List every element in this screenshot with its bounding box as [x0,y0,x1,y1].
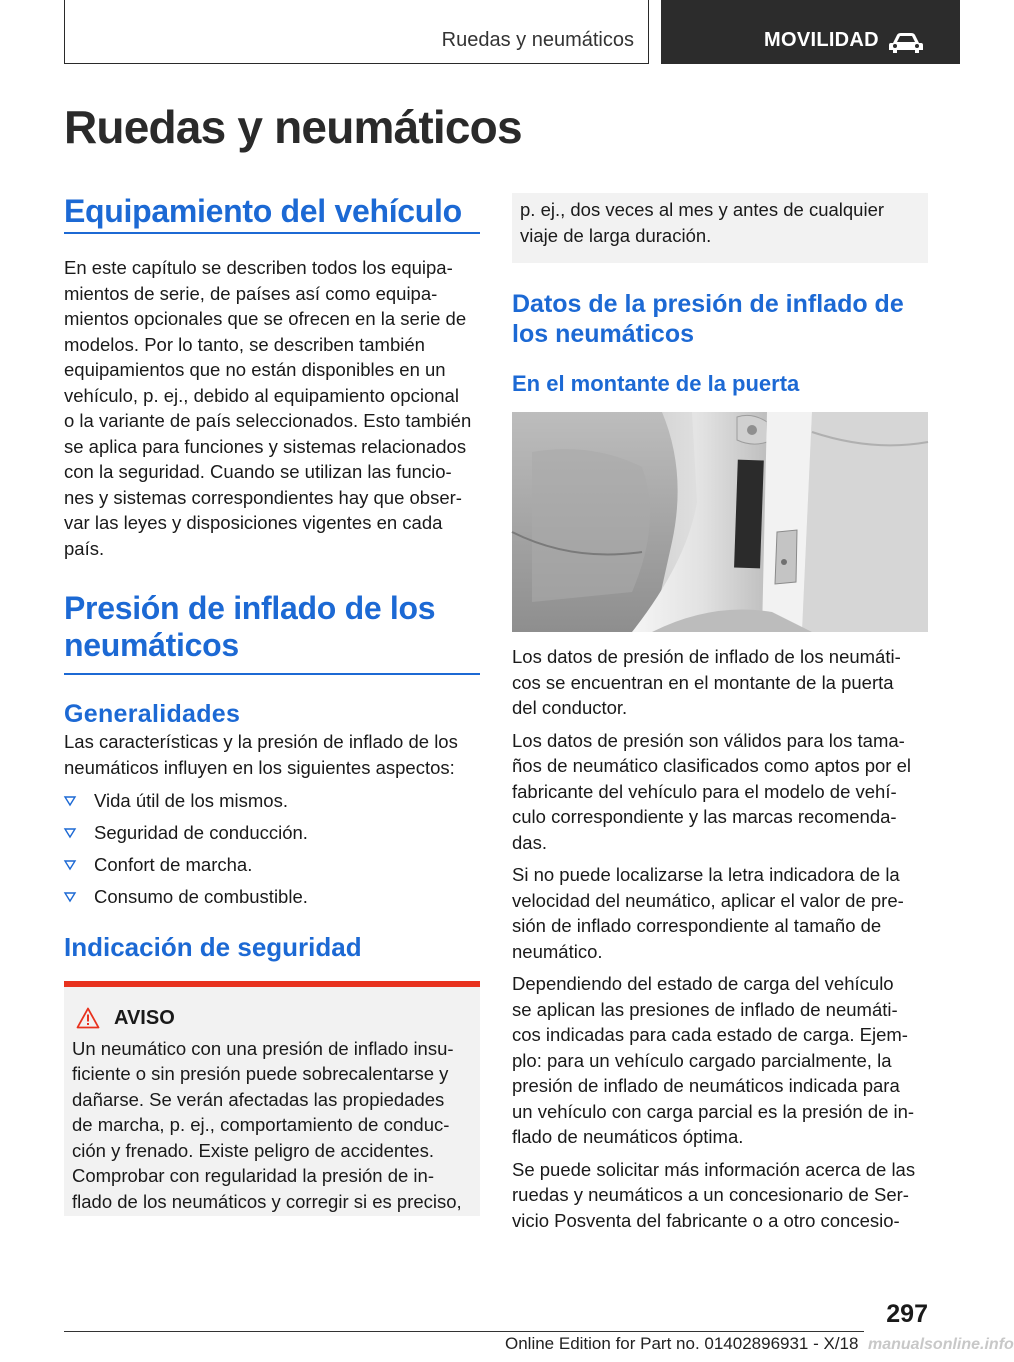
header-chapter-label: MOVILIDAD [764,29,879,51]
paragraph-generalidades: Las características y la presión de inflado de los neumáticos influyen en los siguientes aspectos: [64,731,458,778]
list-item: Confort de marcha. [64,852,480,878]
door-pillar-photo [512,412,928,632]
heading-presion-inflado: Presión de inflado de los neumáticos [64,590,436,663]
header-chapter-tab [661,0,960,64]
warning-triangle-icon [76,1007,100,1029]
car-icon [888,30,924,54]
warning-box [64,981,480,1216]
heading-rule [64,673,480,675]
triangle-bullet-icon [64,828,76,838]
left-column [64,193,480,1216]
list-item: Seguridad de conducción. [64,820,480,846]
page-number: 297 [886,1300,928,1328]
warning-label: AVISO [114,1006,175,1029]
right-column [512,193,928,1233]
list-item: Vida útil de los mismos. [64,788,480,814]
heading-equipamiento: Equipamiento del vehículo [64,193,462,229]
watermark-logo: manualsonline.info [868,1336,1014,1353]
list-item: Consumo de combustible. [64,884,480,910]
warning-box-continued [512,193,928,263]
triangle-bullet-icon [64,796,76,806]
aspects-list [64,788,480,910]
paragraph-estado-carga: Dependiendo del estado de carga del vehículo se aplican las presiones de inflado de neumáti- cos indicadas para cada estado de carga. Ejem- plo: para un vehículo cargado parcialmente, la presión de inflado de neumáticos indicada para un vehículo con carga parcial es la presión de in- flado de neumáticos óptima. [512,973,915,1147]
heading-generalidades: Generalidades [64,700,241,728]
heading-rule [64,232,480,234]
header-section-title: Ruedas y neumáticos [441,29,634,51]
heading-indicacion-seguridad: Indicación de seguridad [64,931,362,962]
triangle-bullet-icon [64,860,76,870]
warning-text-continued: p. ej., dos veces al mes y antes de cualquier viaje de larga duración. [520,199,885,246]
paragraph-datos-validez: Los datos de presión son válidos para los tama- ños de neumático clasificados como aptos por el fabricante del vehículo para el modelo de vehí- culo correspondiente y las marcas recomenda- das. [512,729,911,853]
triangle-bullet-icon [64,892,76,902]
paragraph-datos-ubicacion: Los datos de presión de inflado de los neumáti- cos se encuentran en el montante de la puerta del conductor. [512,646,901,718]
header-section-box [64,0,649,64]
paragraph-letra-velocidad: Si no puede localizarse la letra indicadora de la velocidad del neumático, aplicar el valor de pre- sión de inflado correspondiente al tamaño de neumático. [512,864,904,962]
warning-text: Un neumático con una presión de inflado insu- ficiente o sin presión puede sobrecalentarse y dañarse. Se verán afectadas las propiedades de marcha, p. ej., comportamiento de conduc- ción y frenado. Existe peligro de accidentes. Comprobar con regularidad la presión de in- flado de los neumáticos y corregir si es preciso, [72,1037,462,1212]
warning-header [76,1007,472,1030]
heading-datos-presion: Datos de la presión de inflado de los neumáticos [512,290,904,348]
heading-montante-puerta: En el montante de la puerta [512,371,800,396]
paragraph-mas-informacion: Se puede solicitar más información acerca de las ruedas y neumáticos a un concesionario de Ser- vicio Posventa del fabricante o a otro concesio- [512,1158,916,1231]
footer-edition: Online Edition for Part no. 01402896931 - X/18 [505,1334,859,1353]
footer-rule [64,1331,864,1332]
paragraph-equipamiento: En este capítulo se describen todos los equipa- mientos de serie, de países así como equipa- mientos opcionales que se ofrecen en la serie de modelos. Por lo tanto, se describen también equipamientos que no están disponibles en un vehículo, p. ej., debido al equipamiento opcional o la variante de país seleccionados. Esto también se aplica para funciones y sistemas relacionados con la seguridad. Cuando se utilizan las funcio- nes y sistemas correspondientes hay que obser- var las leyes y disposiciones vigentes en cada país. [64,257,472,559]
page-title: Ruedas y neumáticos [64,101,522,153]
